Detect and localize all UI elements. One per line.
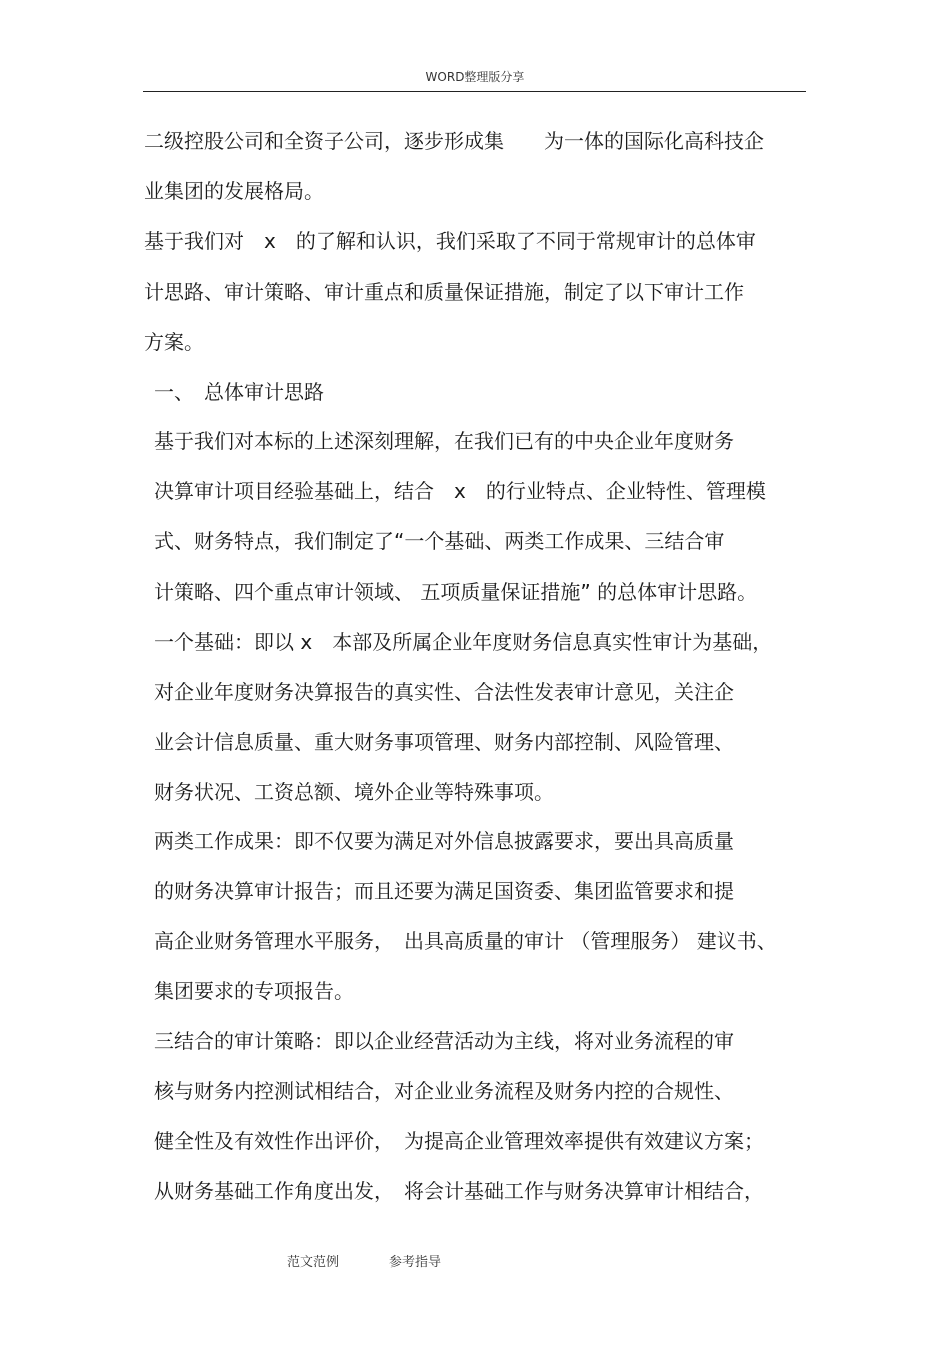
text-line: 集团要求的专项报告。 [154,979,354,1003]
text-line: 财务状况、工资总额、境外企业等特殊事项。 [154,780,554,804]
text-line: 计策略、四个重点审计领域、 五项质量保证措施” 的总体审计思路。 [154,580,758,604]
header-title: WORD整理版分享 [425,70,525,84]
text-line: 的财务决算审计报告；而且还要为满足国资委、集团监管要求和提 [154,879,734,903]
text-line: 基于我们对本标的上述深刻理解，在我们已有的中央企业年度财务 [154,429,734,453]
section-heading: 一、 总体审计思路 [154,380,324,404]
text-line: 核与财务内控测试相结合，对企业业务流程及财务内控的合规性、 [154,1079,734,1103]
text-line: 决算审计项目经验基础上，结合 x 的行业特点、企业特性、管理模 [154,479,766,503]
text-line: 二级控股公司和全资子公司，逐步形成集 为一体的国际化高科技企 [144,129,764,153]
text-line: 业集团的发展格局。 [144,179,324,203]
footer-right-text: 参考指导 [389,1255,442,1270]
text-line: 高企业财务管理水平服务， 出具高质量的审计 （管理服务） 建议书、 [154,929,777,953]
text-line: 基于我们对 x 的了解和认识，我们采取了不同于常规审计的总体审 [144,229,756,253]
text-line: 三结合的审计策略：即以企业经营活动为主线，将对业务流程的审 [154,1029,734,1053]
text-line: 计思路、审计策略、审计重点和质量保证措施，制定了以下审计工作 [144,280,744,304]
text-line: 方案。 [144,330,204,354]
text-line: 式、财务特点，我们制定了“一个基础、两类工作成果、三结合审 [154,529,725,553]
text-line: 一个基础：即以 x 本部及所属企业年度财务信息真实性审计为基础， [154,630,773,654]
header-divider [143,91,806,92]
text-line: 业会计信息质量、重大财务事项管理、财务内部控制、风险管理、 [154,730,734,754]
text-line: 两类工作成果：即不仅要为满足对外信息披露要求，要出具高质量 [154,829,734,853]
text-line: 从财务基础工作角度出发， 将会计基础工作与财务决算审计相结合， [154,1179,764,1203]
footer-left-text: 范文范例 [287,1255,340,1270]
text-line: 健全性及有效性作出评价， 为提高企业管理效率提供有效建议方案； [154,1129,764,1153]
text-line: 对企业年度财务决算报告的真实性、合法性发表审计意见，关注企 [154,680,734,704]
